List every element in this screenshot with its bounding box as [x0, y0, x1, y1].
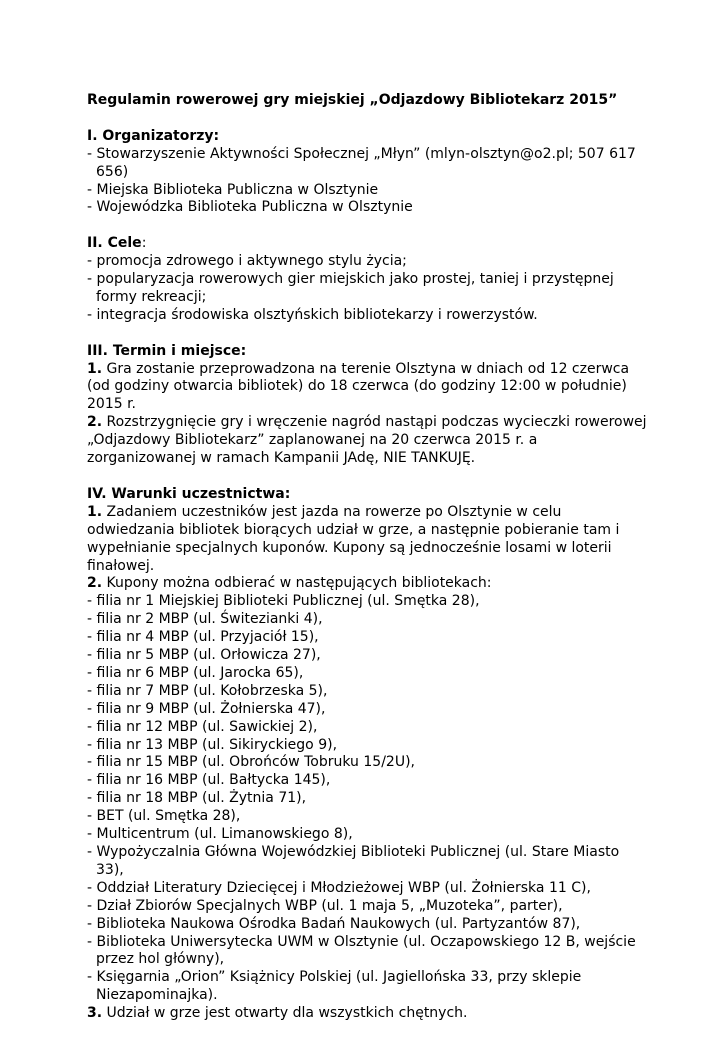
library-item: - Multicentrum (ul. Limanowskiego 8),: [87, 826, 353, 843]
paragraph-number: 1.: [87, 503, 103, 520]
list-item: - popularyzacja rowerowych gier miejskich jako prostej, taniej i przystępnej formy rekreacji;: [87, 271, 614, 305]
list-item: - Stowarzyszenie Aktywności Społecznej „Młyn” (mlyn-olsztyn@o2.pl; 507 617 656): [87, 145, 636, 180]
section-heading: [87, 235, 647, 253]
library-item: - filia nr 4 MBP (ul. Przyjaciół 15),: [87, 629, 319, 646]
numbered-paragraph: [87, 1005, 647, 1023]
library-item: - filia nr 16 MBP (ul. Bałtycka 145),: [87, 772, 331, 789]
numbered-paragraph: [87, 575, 647, 593]
section-heading: IV. Warunki uczestnictwa:: [87, 485, 291, 502]
document-title: Regulamin rowerowej gry miejskiej „Odjazdowy Bibliotekarz 2015”: [87, 92, 618, 108]
numbered-paragraph: [87, 414, 647, 468]
paragraph-text: Rozstrzygnięcie gry i wręczenie nagród nastąpi podczas wycieczki rowerowej „Odjazdowy Bibliotekarz” zaplanowanej na 20 czerwca 2015 r. a zorganizowanej w ramach Kampanii JAdę, NIE TANKUJĘ.: [87, 414, 647, 467]
library-item: - filia nr 15 MBP (ul. Obrońców Tobruku 15/2U),: [87, 754, 415, 771]
section-heading-text: II. Cele: [87, 235, 142, 252]
paragraph-number: 2.: [87, 414, 103, 431]
library-item: - filia nr 12 MBP (ul. Sawickiej 2),: [87, 718, 318, 735]
library-list: [87, 593, 647, 1005]
section-heading: I. Organizatorzy:: [87, 127, 220, 144]
list-item: - Wojewódzka Biblioteka Publiczna w Olsztynie: [87, 199, 413, 216]
library-item: - filia nr 7 MBP (ul. Kołobrzeska 5),: [87, 682, 328, 699]
section-heading-colon: :: [141, 235, 147, 252]
paragraph-number: 3.: [87, 1005, 103, 1022]
library-item: - Oddział Literatury Dziecięcej i Młodzieżowej WBP (ul. Żołnierska 11 C),: [87, 879, 591, 896]
list-item: - Miejska Biblioteka Publiczna w Olsztynie: [87, 181, 379, 198]
numbered-paragraph: [87, 361, 647, 415]
library-item: - BET (ul. Smętka 28),: [87, 808, 241, 825]
library-item: - filia nr 5 MBP (ul. Orłowicza 27),: [87, 647, 321, 664]
library-item: - Biblioteka Uniwersytecka UWM w Olsztynie (ul. Oczapowskiego 12 B, wejście przez hol główny),: [87, 933, 636, 968]
list-item: - promocja zdrowego i aktywnego stylu życia;: [87, 253, 407, 270]
section-date-place: [87, 343, 647, 468]
section-participation: [87, 486, 647, 1023]
library-item: - Dział Zbiorów Specjalnych WBP (ul. 1 maja 5, „Muzoteka”, parter),: [87, 897, 563, 914]
numbered-paragraph: [87, 504, 647, 576]
section-heading: III. Termin i miejsce:: [87, 342, 247, 359]
library-item: - filia nr 6 MBP (ul. Jarocka 65),: [87, 664, 304, 681]
library-item: - filia nr 18 MBP (ul. Żytnia 71),: [87, 790, 307, 807]
section-organizers: [87, 128, 647, 218]
paragraph-text: Kupony można odbierać w następujących bibliotekach:: [102, 575, 492, 592]
library-item: - Biblioteka Naukowa Ośrodka Badań Naukowych (ul. Partyzantów 87),: [87, 915, 581, 932]
library-item: - filia nr 2 MBP (ul. Świtezianki 4),: [87, 611, 323, 628]
paragraph-number: 1.: [87, 360, 103, 377]
library-item: - filia nr 9 MBP (ul. Żołnierska 47),: [87, 700, 326, 717]
paragraph-text: Zadaniem uczestników jest jazda na rowerze po Olsztynie w celu odwiedzania bibliotek biorących udział w grze, a następnie pobieranie tam i wypełnianie specjalnych kuponów. Kupony są jednocześnie losami w loterii finałowej.: [87, 503, 620, 574]
library-item: - filia nr 13 MBP (ul. Sikiryckiego 9),: [87, 736, 338, 753]
section-goals: [87, 235, 647, 325]
document-body: [87, 92, 647, 1041]
library-item: - Wypożyczalnia Główna Wojewódzkiej Biblioteki Publicznej (ul. Stare Miasto 33),: [87, 844, 620, 878]
paragraph-text: Udział w grze jest otwarty dla wszystkich chętnych.: [102, 1005, 468, 1022]
list-item: - integracja środowiska olsztyńskich bibliotekarzy i rowerzystów.: [87, 306, 538, 323]
library-item: - filia nr 1 Miejskiej Biblioteki Publicznej (ul. Smętka 28),: [87, 593, 480, 610]
paragraph-number: 2.: [87, 575, 103, 592]
paragraph-text: Gra zostanie przeprowadzona na terenie Olsztyna w dniach od 12 czerwca (od godziny otwarcia bibliotek) do 18 czerwca (do godziny 12:00 w południe) 2015 r.: [87, 360, 630, 413]
library-item: - Księgarnia „Orion” Książnicy Polskiej (ul. Jagiellońska 33, przy sklepie Niezapominajka).: [87, 969, 582, 1004]
